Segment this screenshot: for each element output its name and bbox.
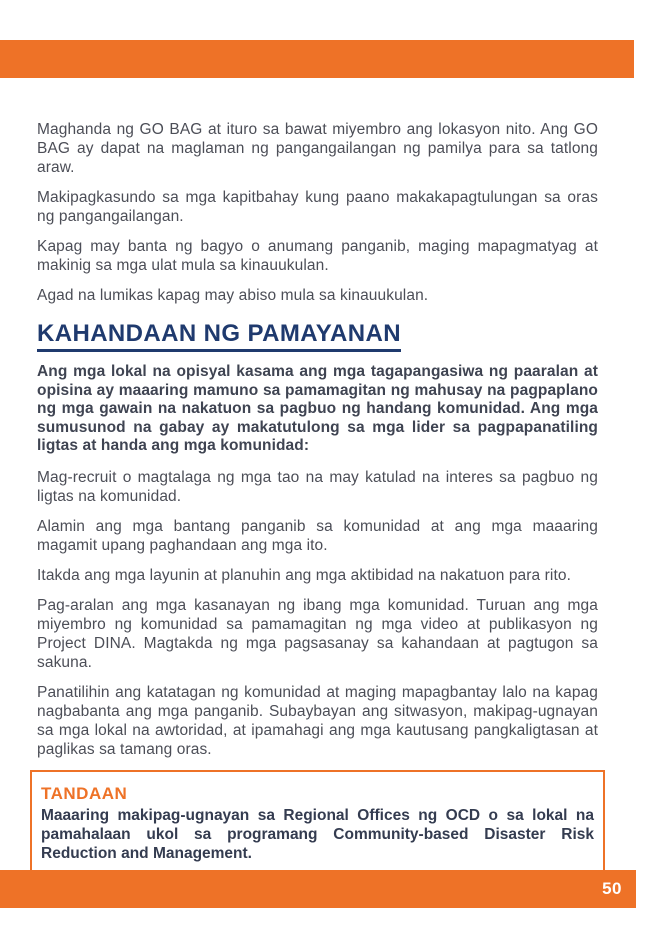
tandaan-callout-title: TANDAAN [41,783,128,803]
body-paragraph: Itakda ang mga layunin at planuhin ang mga aktibidad na nakatuon para rito. [37,566,572,584]
section-lead-paragraph: Ang mga lokal na opisyal kasama ang mga tagapangasiwa ng paaralan at opisina ay maaaring mamuno sa pamamagitan ng mahusay na pagpaplano ng mga gawain na nakatuon sa pagbuo ng handang komunidad. Ang mga sumusunod na gabay ay makatutulong sa mga lider sa pagpapanatiling ligtas at handa ang mga komunidad: [37,363,598,454]
body-paragraph: Kapag may banta ng bagyo o anumang panganib, maging mapagmatyag at makinig sa mga ulat mula sa kinauukulan. [37,238,598,274]
body-paragraph: Alamin ang mga bantang panganib sa komunidad at ang mga maaaring magamit upang paghandaan ang mga ito. [37,517,598,554]
tandaan-callout-body: Maaaring makipag-ugnayan sa Regional Offices ng OCD o sa lokal na pamahalaan ukol sa programang Community-based Disaster Risk Reduction and Management. [41,806,594,862]
bottom-banner [0,870,636,908]
page-number: 50 [602,879,622,898]
body-paragraph: Makipagkasundo sa mga kapitbahay kung paano makakapagtulungan sa oras ng pangangailangan. [37,189,598,225]
body-paragraph: Mag-recruit o magtalaga ng mga tao na may katulad na interes sa pagbuo ng ligtas na komunidad. [37,468,598,505]
body-paragraph: Maghanda ng GO BAG at ituro sa bawat miyembro ang lokasyon nito. Ang GO BAG ay dapat na maglaman ng pangangailangan ng pamilya para sa tatlong araw. [37,121,598,176]
section-heading [37,317,598,352]
body-paragraph: Panatilihin ang katatagan ng komunidad at maging mapagbantay lalo na kapag nagbabanta ang mga panganib. Subaybayan ang sitwasyon, makipag-ugnayan sa mga lokal na awtoridad, at ipamahagi ang mga kautusang pangkaligtasan at paglikas sa tamang oras. [37,683,598,758]
top-banner [0,40,634,78]
tandaan-callout-box [30,770,605,872]
body-paragraph: Pag-aralan ang mga kasanayan ng ibang mga komunidad. Turuan ang mga miyembro ng komunidad sa pamamagitan ng mga video at publikasyon ng Project DINA. Magtakda ng mga pagsasanay sa kahandaan at pagtugon sa sakuna. [37,596,598,671]
page-content [37,120,598,872]
body-paragraph: Agad na lumikas kapag may abiso mula sa kinauukulan. [37,287,429,304]
section-heading-text: KAHANDAAN NG PAMAYANAN [37,321,401,352]
